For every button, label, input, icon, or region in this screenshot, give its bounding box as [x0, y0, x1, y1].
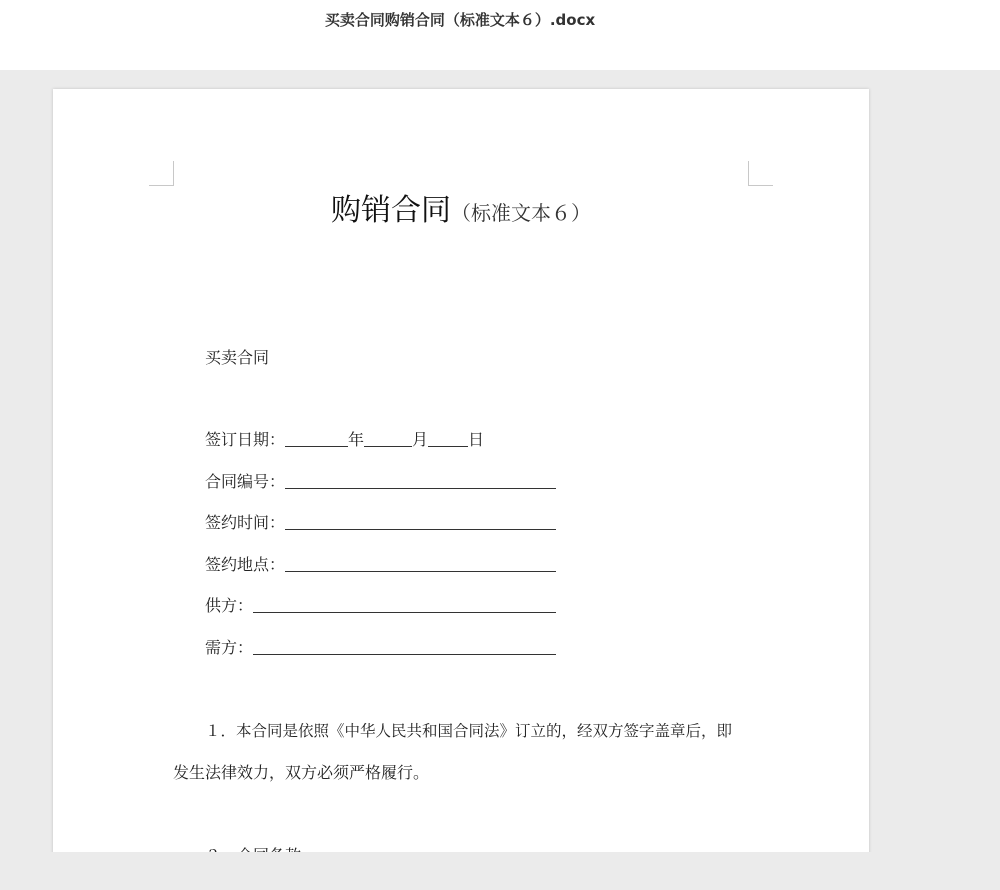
signing-place-row	[205, 552, 556, 574]
year-blank	[285, 430, 348, 447]
supplier-label: 供方：	[205, 596, 254, 615]
heading-main: 购销合同	[331, 193, 451, 228]
contract-subtitle: 买卖合同	[205, 348, 270, 367]
signing-place-label: 签约地点：	[205, 555, 286, 574]
margin-corner-mark-left	[149, 161, 174, 186]
supplier-blank	[253, 596, 556, 613]
buyer-row	[205, 635, 556, 657]
month-blank	[364, 430, 412, 447]
signing-place-blank	[285, 555, 556, 572]
signing-date-label: 签订日期：	[205, 430, 286, 449]
contract-number-label: 合同编号：	[205, 472, 286, 491]
contract-number-blank	[285, 472, 556, 489]
document-page	[53, 89, 869, 879]
month-unit: 月	[412, 430, 429, 449]
signing-time-row	[205, 510, 556, 532]
document-filename: 买卖合同购销合同（标准文本６）.docx	[324, 11, 596, 29]
day-blank	[428, 430, 468, 447]
margin-corner-mark-right	[748, 161, 773, 186]
signing-date-row	[205, 427, 484, 449]
signing-time-blank	[285, 513, 556, 530]
signing-time-label: 签约时间：	[205, 513, 286, 532]
bottom-gutter	[0, 852, 1000, 890]
supplier-row	[205, 593, 556, 615]
day-unit: 日	[468, 430, 485, 449]
buyer-blank	[253, 638, 556, 655]
contract-number-row	[205, 469, 556, 491]
clause-1-line-2: 发生法律效力，双方必须严格履行。	[173, 763, 430, 782]
buyer-label: 需方：	[205, 638, 254, 657]
clause-1-line-1: １．本合同是依照《中华人民共和国合同法》订立的，经双方签字盖章后，即	[205, 722, 733, 740]
document-heading	[53, 185, 869, 229]
year-unit: 年	[348, 430, 365, 449]
title-bar	[0, 0, 1000, 70]
heading-sub: （标准文本６）	[451, 201, 591, 225]
